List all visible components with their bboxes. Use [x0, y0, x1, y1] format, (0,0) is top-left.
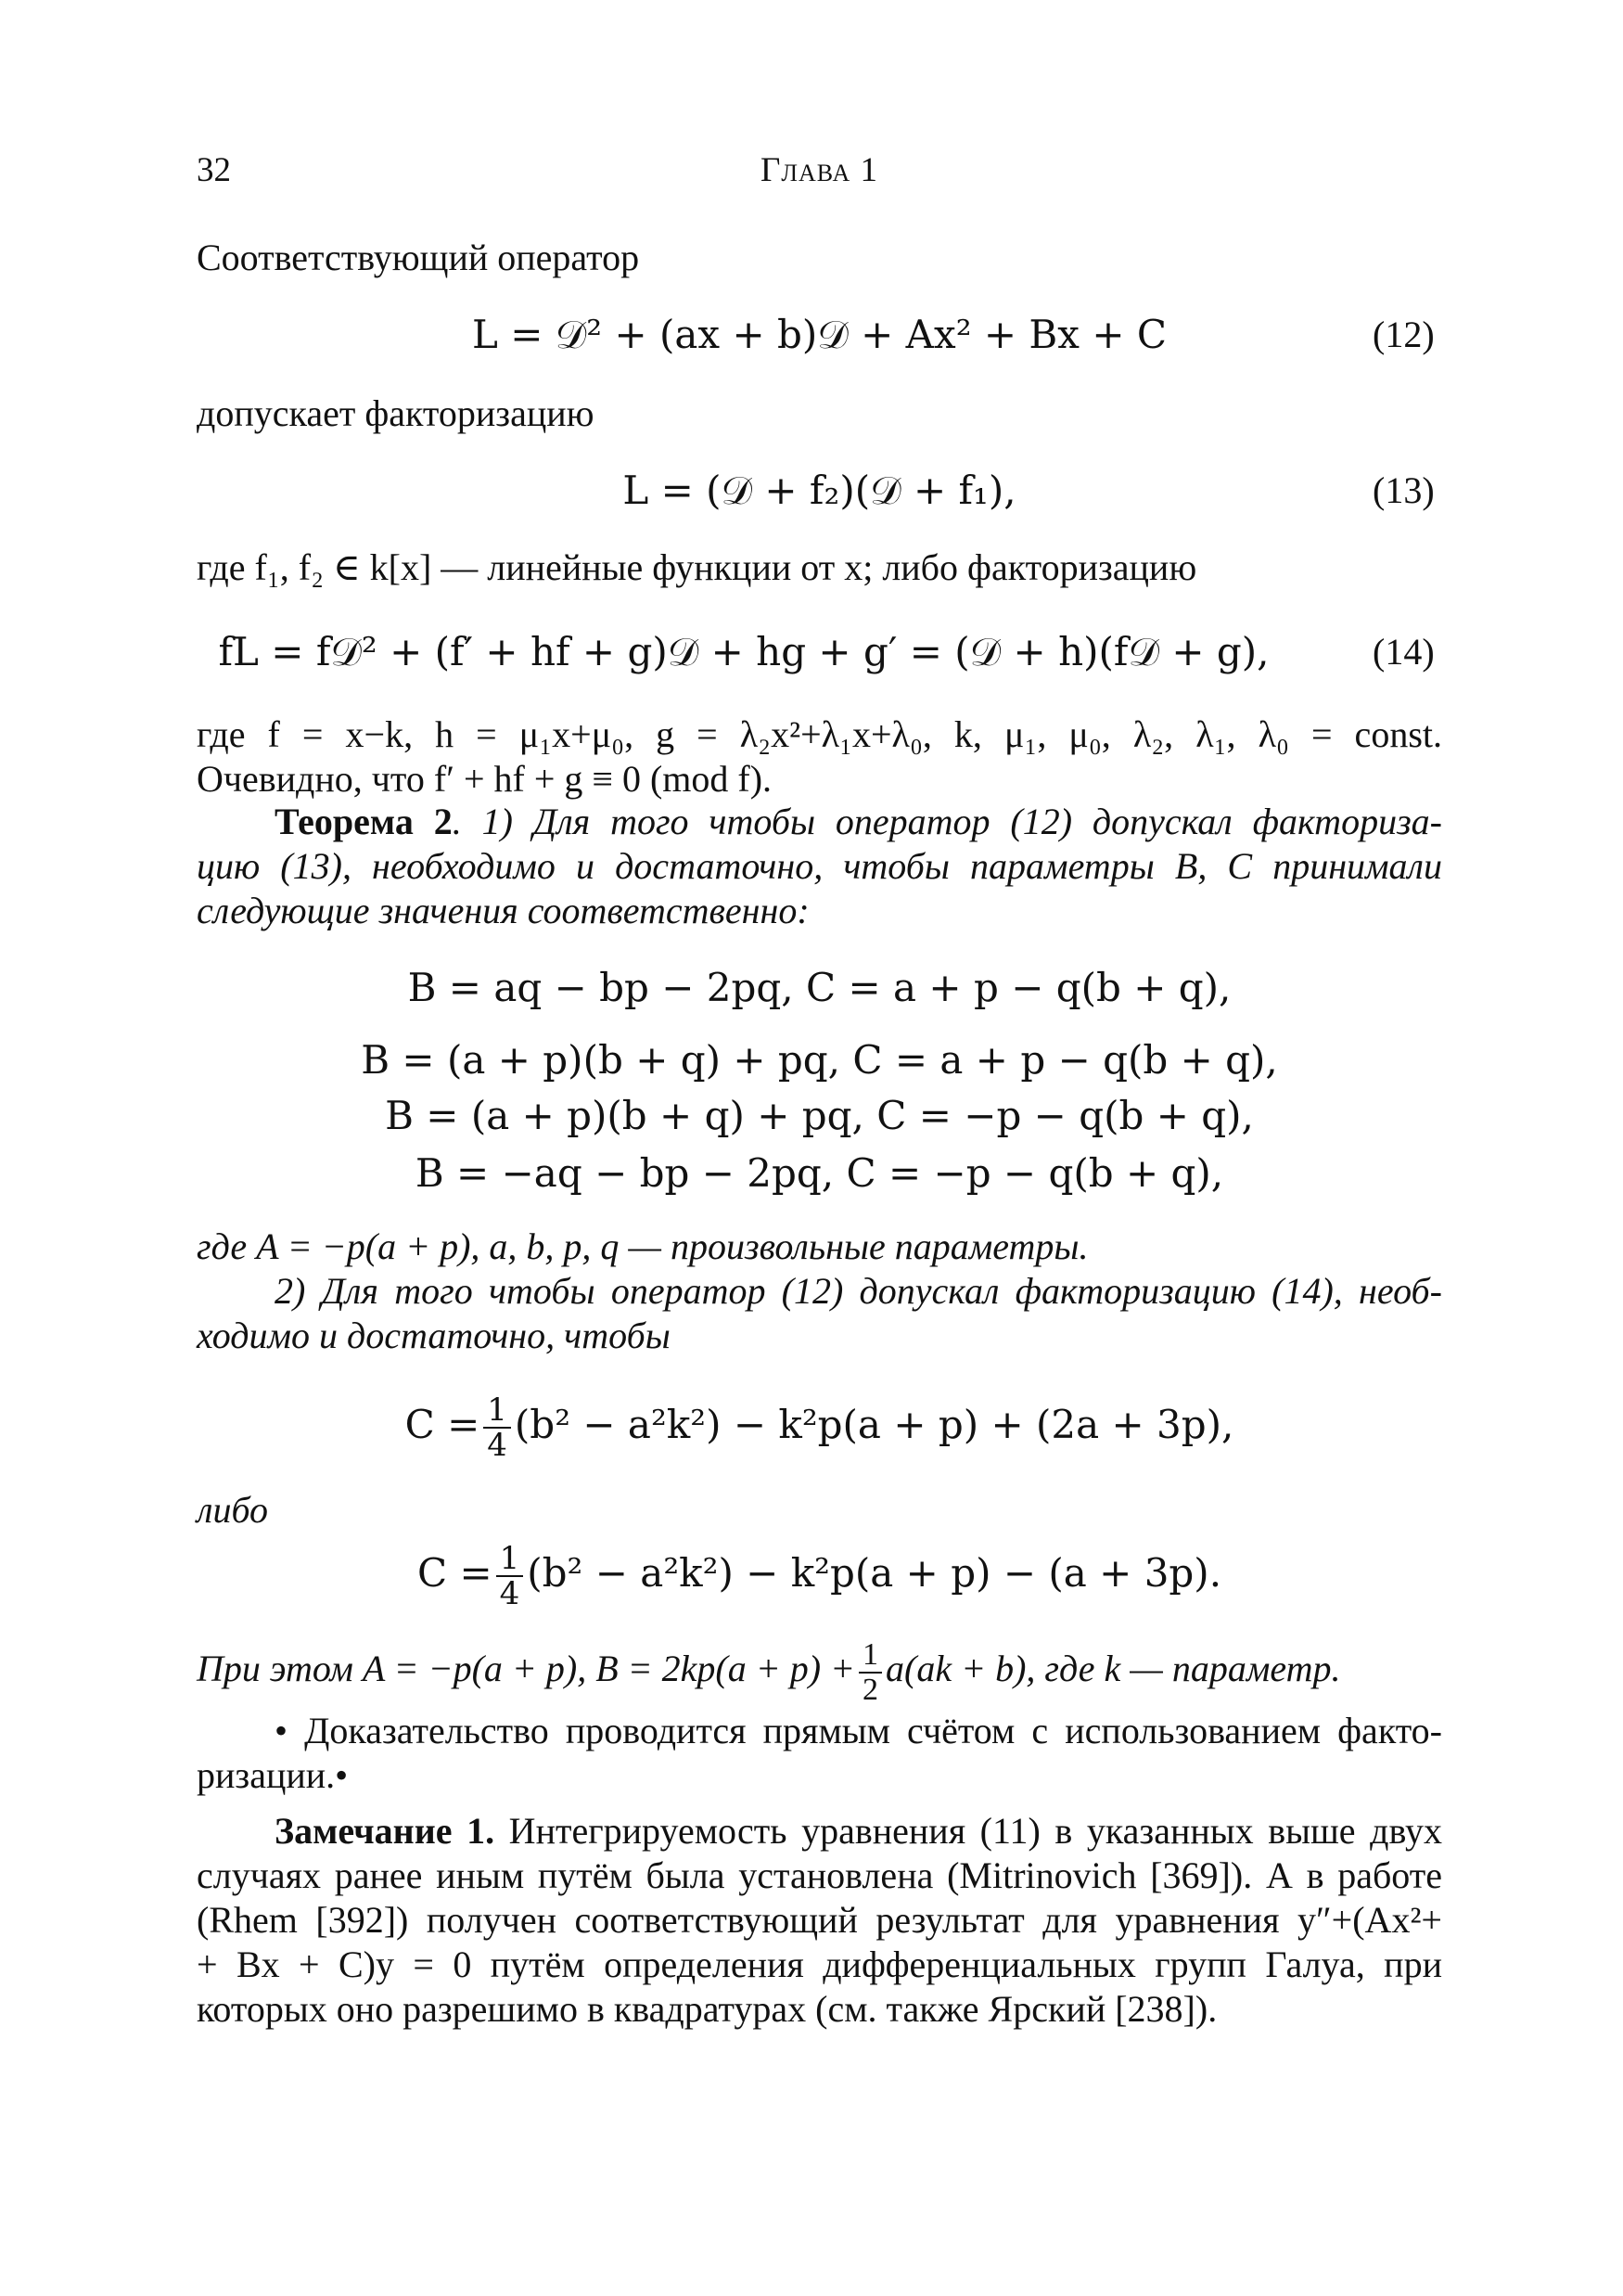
c2-lhs: C = [416, 1550, 492, 1596]
equation-12: L = 𝒟² + (ax + b)𝒟 + Ax² + Bx + C [471, 312, 1168, 357]
factorization-text: допускает факторизацию [197, 392, 594, 434]
remark-line-3: (Rhem [392]) получен соответствующий результат для уравнения y″+(Ax²+ [197, 1899, 1442, 1941]
theorem-label: Теорема 2 [275, 801, 453, 842]
formula-c1 [197, 1388, 1442, 1462]
remark-line-2: случаях ранее иным путём была установлена (Mitrinovich [369]). А в работе [197, 1854, 1442, 1896]
conditions-line [197, 1636, 1442, 1707]
proof-line-1: • Доказательство проводится прямым счётом с использованием факто- [275, 1710, 1442, 1751]
remark-line-1 [197, 1809, 1442, 1853]
where-definitions: где f = x−k, h = μ₁x+μ₀, g = λ₂x²+λ₁x+λ₀, k, μ₁, μ₀, λ₂, λ₁, λ₀ = const. [197, 713, 1442, 755]
half-denominator: 2 [863, 1672, 879, 1707]
theorem-line-2: цию (13), необходимо и достаточно, чтобы параметры B, C принимали [197, 845, 1442, 887]
obvious-line: Очевидно, что f′ + hf + g ≡ 0 (mod f). [197, 758, 773, 800]
fraction-numerator: 1 [483, 1393, 511, 1429]
fraction-quarter [483, 1393, 511, 1462]
fraction-half [859, 1638, 882, 1707]
equation-13: L = (𝒟 + f₂)(𝒟 + f₁), [622, 468, 1016, 513]
formula-c2 [197, 1536, 1442, 1610]
remark-line-5: которых оно разрешимо в квадратурах (см. также Ярский [238]). [197, 1988, 1218, 2030]
theorem-line-3: следующие значения соответственно: [197, 890, 810, 931]
equation-12-number: (12) [1373, 314, 1435, 355]
remark-label: Замечание 1. [275, 1810, 495, 1852]
system-eq-1: B = aq − bp − 2pq, C = a + p − q(b + q), [407, 965, 1232, 1010]
conditions-left: При этом A = −p(a + p), B = 2kp(a + p) + [197, 1648, 856, 1689]
fraction-denominator-2: 4 [499, 1575, 520, 1612]
remark-line-4: + Bx + C)y = 0 путём определения дифференциальных групп Галуа, при [197, 1943, 1442, 1985]
c1-rhs: (b² − a²k²) − k²p(a + p) + (2a + 3p), [514, 1402, 1234, 1447]
where-line: где f₁, f₂ ∈ k[x] — линейные функции от x; либо факторизацию [197, 546, 1197, 588]
parameters-line: где A = −p(a + p), a, b, p, q — произвольные параметры. [197, 1225, 1089, 1267]
system-eq-3: B = (a + p)(b + q) + pq, C = −p − q(b + q), [385, 1093, 1254, 1138]
intro-text: Соответствующий оператор [197, 237, 640, 278]
theorem-text-1: . 1) Для того чтобы оператор (12) допускал факториза- [452, 801, 1442, 842]
part2-line-2: ходимо и достаточно, чтобы [197, 1315, 671, 1356]
equation-13-number: (13) [1373, 469, 1435, 511]
libo-word: либо [197, 1489, 269, 1531]
theorem-line-1 [197, 800, 1442, 844]
fraction-numerator-2: 1 [496, 1542, 524, 1577]
system-eq-4: B = −aq − bp − 2pq, C = −p − q(b + q), [415, 1150, 1224, 1196]
conditions-right: a(ak + b), где k — параметр. [886, 1648, 1341, 1689]
system-eq-2: B = (a + p)(b + q) + pq, C = a + p − q(b + q), [361, 1037, 1278, 1083]
equation-14-number: (14) [1373, 631, 1435, 673]
c1-lhs: C = [404, 1402, 480, 1447]
page-number: 32 [197, 151, 231, 189]
fraction-denominator: 4 [487, 1427, 507, 1464]
part2-line-1: 2) Для того чтобы оператор (12) допускал факторизацию (14), необ- [275, 1270, 1442, 1312]
chapter-header: Глава 1 [760, 151, 879, 189]
fraction-quarter-2 [496, 1542, 524, 1610]
equation-14: fL = f𝒟² + (f′ + hf + g)𝒟 + hg + g′ = (𝒟 + h)(f𝒟 + g), [218, 629, 1270, 674]
c2-rhs: (b² − a²k²) − k²p(a + p) − (a + 3p). [527, 1550, 1222, 1596]
half-numerator: 1 [859, 1638, 882, 1674]
proof-line-2: ризации.• [197, 1754, 349, 1796]
remark-text-1: Интегрируемость уравнения (11) в указанных выше двух [494, 1810, 1443, 1852]
